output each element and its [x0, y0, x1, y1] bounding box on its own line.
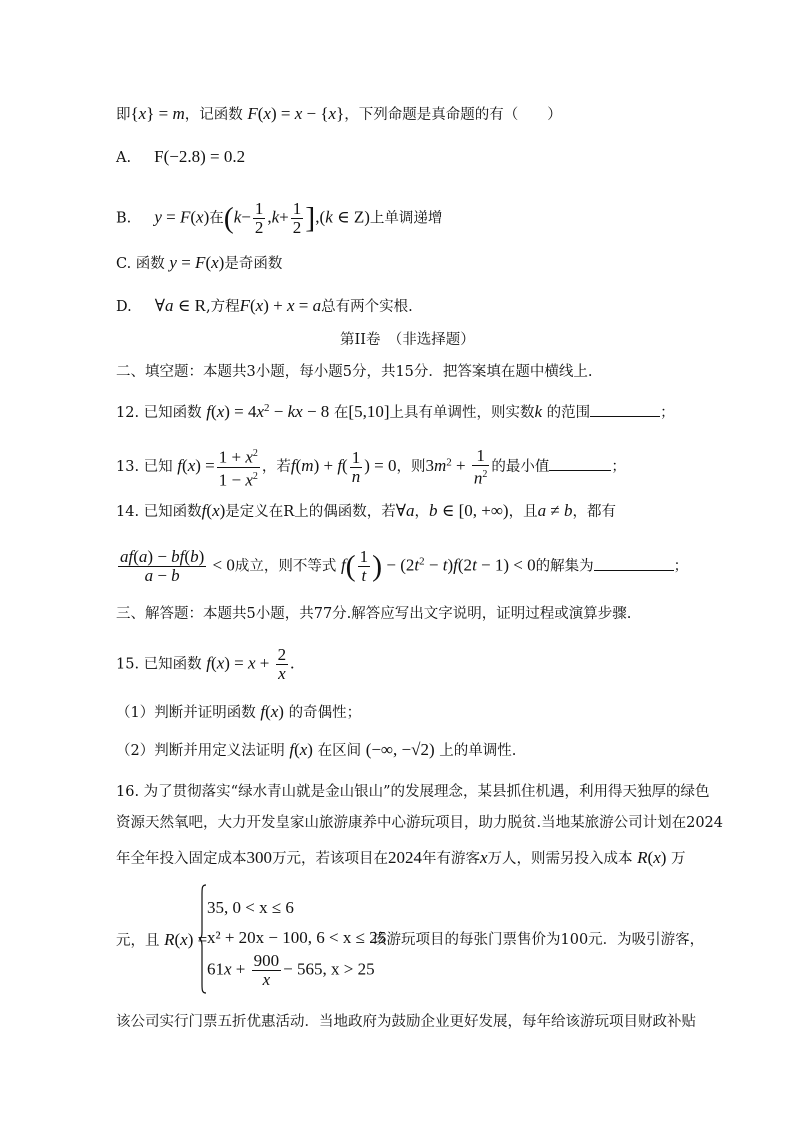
- question-16-line-4-tail: 该游玩项目的每张门票售价为100元．为吸引游客，: [372, 932, 705, 948]
- question-11-stem: 即{x} = m，记函数 F(x) = x − {x}，下列命题是真命题的有（ ）: [116, 104, 562, 123]
- question-16-line-4: 元，且 R(x) =: [116, 930, 208, 949]
- piecewise-brace: [199, 884, 207, 994]
- option-b: B. y = F(x)在(k− $\frac{1}{2}$ ,k+ $\frac{1}{2}$ ],(k ∈ Z)上单调递增: [116, 199, 443, 237]
- answer-blank-12[interactable]: [590, 402, 660, 417]
- section-title: 第II卷 （非选择题）: [340, 332, 475, 348]
- question-16-line-3: 年全年投入固定成本300万元，若该项目在2024年有游客x万人，则需另投入成本 R(x) 万: [116, 848, 686, 867]
- section-2-heading: 二、填空题：本题共3小题，每小题5分，共15分．把答案填在题中横线上.: [116, 364, 593, 380]
- option-d: D. ∀a ∈ R,方程F(x) + x = a总有两个实根.: [116, 296, 413, 315]
- answer-blank-13[interactable]: [549, 456, 611, 471]
- question-15-part-1: （1）判断并证明函数 f(x) 的奇偶性；: [116, 702, 362, 721]
- question-16-line-2: 资源天然氧吧，大力开发皇家山旅游康养中心游玩项目，助力脱贫.当地某旅游公司计划在2024: [116, 815, 724, 831]
- answer-blank-14[interactable]: [594, 556, 674, 571]
- section-3-heading: 三、解答题：本题共5小题，共77分.解答应写出文字说明，证明过程或演算步骤.: [116, 606, 632, 622]
- option-a-expression: F(−2.8) = 0.2: [154, 147, 246, 166]
- question-16-line-1: 16. 为了贯彻落实“绿水青山就是金山银山”的发展理念，某县抓住机遇，利用得天独厚的绿色: [116, 784, 710, 800]
- option-c: C. 函数 y = F(x)是奇函数: [116, 253, 283, 272]
- option-a: A. F(−2.8) = 0.2: [116, 147, 246, 166]
- question-15-part-2: （2）判断并用定义法证明 f(x) 在区间 (−∞, −√2) 上的单调性.: [116, 740, 517, 759]
- question-12: 12. 已知函数 $f(x) = 4x^2$ − kx − 8 在[5,10]上具有单调性，则实数k 的范围 ；: [116, 401, 675, 421]
- piecewise-case-3: 61x + $\frac{900}{x}$ − 565, x > 25: [207, 951, 375, 989]
- question-13: 13. 已知 f(x) = $\frac{1 + x^2}{1 - x^2}$ ，若f(m) + f( $\frac{1}{n}$ ) = 0，则$3m^2$ + $\frac{1}{n^2}$ 的最小值 ；: [116, 445, 626, 490]
- question-14-condition: $\frac{af(a) - bf(b)}{a - b}$ < 0成立，则不等式 f( $\frac{1}{t}$ ) − $(2t^2 - t)f(2t - 1) < 0$的解集为 ；: [120, 547, 689, 585]
- question-16-line-5: 该公司实行门票五折优惠活动．当地政府为鼓励企业更好发展，每年给该游玩项目财政补贴: [116, 1014, 696, 1030]
- piecewise-case-2: x² + 20x − 100, 6 < x ≤ 25: [207, 928, 387, 947]
- piecewise-case-1: 35, 0 < x ≤ 6: [207, 898, 294, 917]
- question-15: 15. 已知函数 f(x) = x + $\frac{2}{x}$ .: [116, 645, 295, 683]
- question-14: 14. 已知函数f(x)是定义在R上的偶函数，若∀a，b ∈ [0, +∞)，且a ≠ b，都有: [116, 501, 616, 520]
